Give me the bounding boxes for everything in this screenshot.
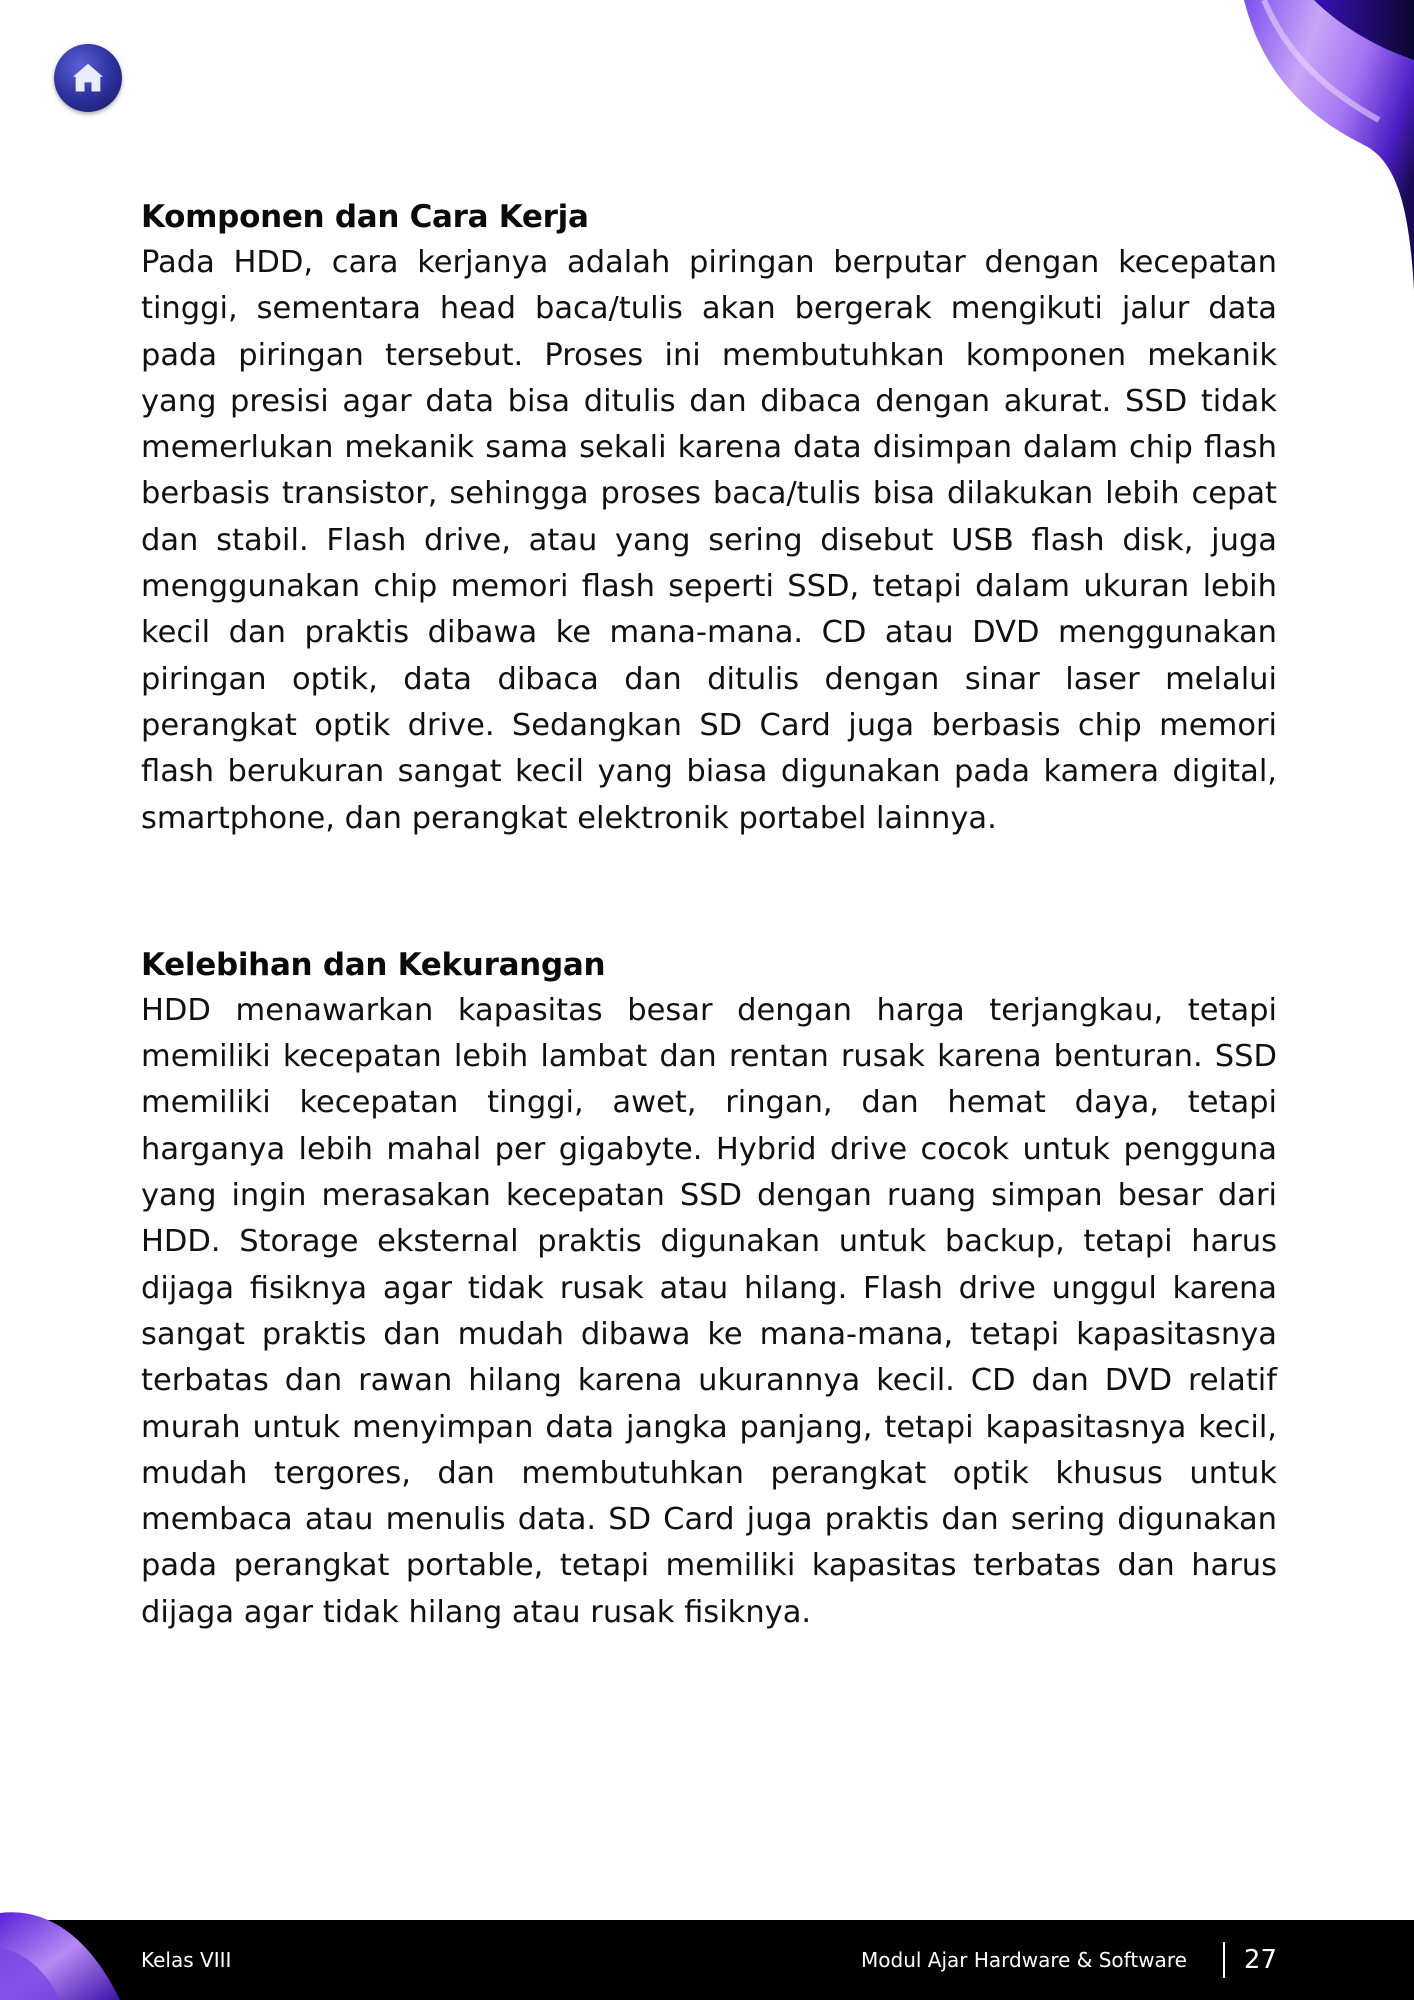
page-number: 27 [1243,1945,1277,1975]
page-footer [0,1920,1414,2000]
home-button[interactable] [54,44,122,112]
section-paragraph: Pada HDD, cara kerjanya adalah piringan berputar dengan kecepatan tinggi, sementara head baca/tulis akan bergerak mengikuti jalur data pada piringan tersebut. Proses ini membutuhkan komponen mekanik yang presisi agar data bisa ditulis dan dibaca dengan akurat. SSD tidak memerlukan mekanik sama sekali karena data disimpan dalam chip flash berbasis transistor, sehingga proses baca/tulis bisa dilakukan lebih cepat dan stabil. Flash drive, atau yang sering disebut USB flash disk, juga menggunakan chip memori flash seperti SSD, tetapi dalam ukuran lebih kecil dan praktis dibawa ke mana-mana. CD atau DVD menggunakan piringan optik, data dibaca dan ditulis dengan sinar laser melalui perangkat optik drive. Sedangkan SD Card juga berbasis chip memori flash berukuran sangat kecil yang biasa digunakan pada kamera digital, smartphone, dan perangkat elektronik portabel lainnya. [141,245,1277,836]
footer-right-group [861,1920,1277,2000]
page-content [141,194,1277,1636]
section-pros-cons [141,942,1277,1636]
section-paragraph: HDD menawarkan kapasitas besar dengan harga terjangkau, tetapi memiliki kecepatan lebih lambat dan rentan rusak karena benturan. SSD memiliki kecepatan tinggi, awet, ringan, dan hemat daya, tetapi harganya lebih mahal per gigabyte. Hybrid drive cocok untuk pengguna yang ingin merasakan kecepatan SSD dengan ruang simpan besar dari HDD. Storage eksternal praktis digunakan untuk backup, tetapi harus dijaga fisiknya agar tidak rusak atau hilang. Flash drive unggul karena sangat praktis dan mudah dibawa ke mana-mana, tetapi kapasitasnya terbatas dan rawan hilang karena ukurannya kecil. CD dan DVD relatif murah untuk menyimpan data jangka panjang, tetapi kapasitasnya kecil, mudah tergores, dan membutuhkan perangkat optik khusus untuk membaca atau menulis data. SD Card juga praktis dan sering digunakan pada perangkat portable, tetapi memiliki kapasitas terbatas dan harus dijaga agar tidak hilang atau rusak fisiknya. [141,992,1277,1630]
section-heading: Kelebihan dan Kekurangan [141,946,606,983]
section-heading: Komponen dan Cara Kerja [141,199,589,235]
footer-module-title: Modul Ajar Hardware & Software [861,1948,1187,1972]
section-components [141,194,1277,842]
decorative-wave-bottom [0,1908,130,2000]
footer-divider [1223,1942,1225,1978]
footer-grade: Kelas VIII [141,1948,232,1972]
home-icon [69,59,107,97]
